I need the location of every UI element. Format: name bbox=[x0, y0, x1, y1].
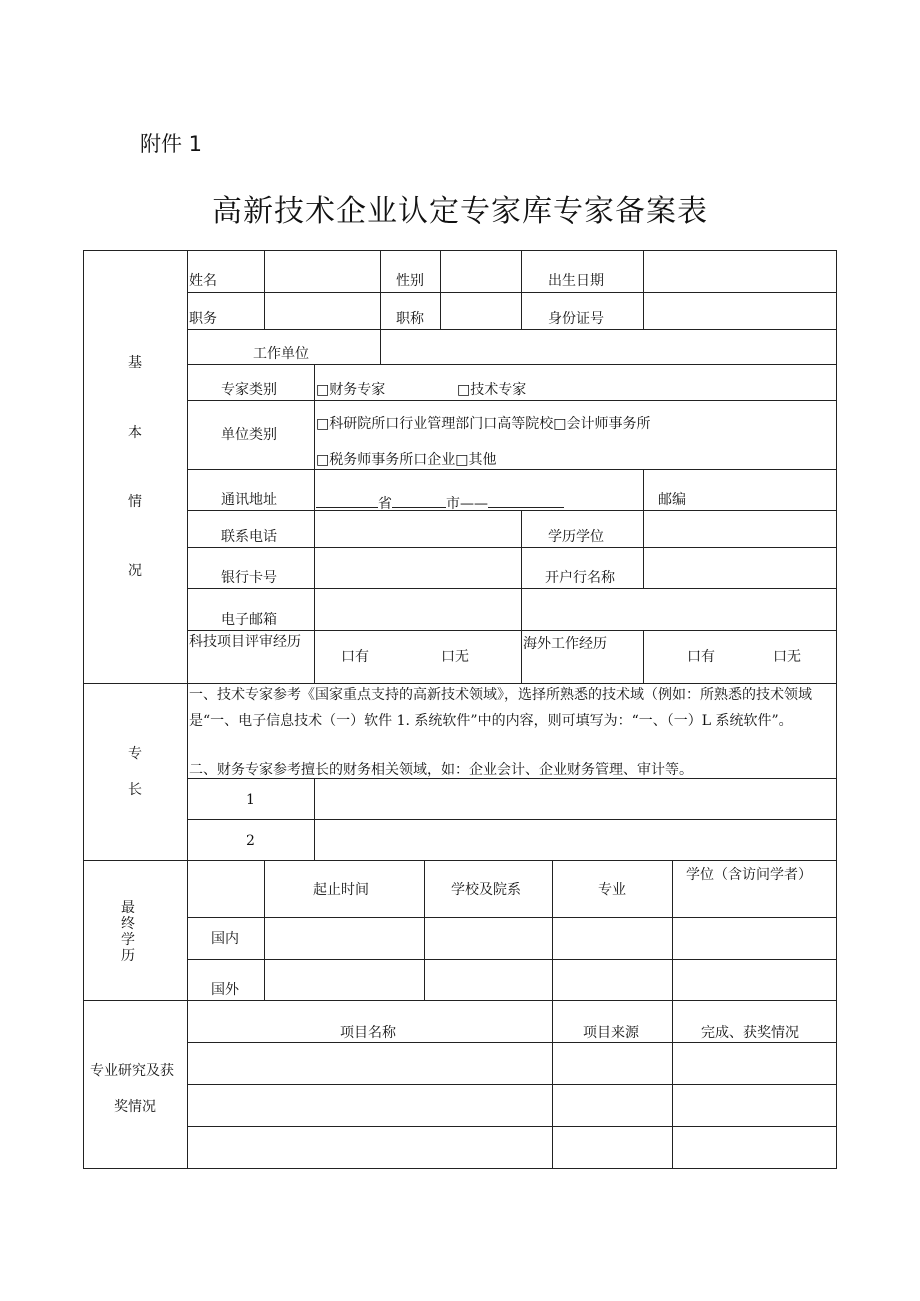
research-row-fields[interactable] bbox=[189, 1128, 833, 1166]
education-header-school: 学校及院系 bbox=[451, 882, 521, 898]
col-line bbox=[643, 469, 644, 588]
row-line bbox=[187, 1042, 837, 1043]
employer-label: 工作单位 bbox=[253, 346, 309, 362]
overseas-exp-no-checkbox[interactable]: 口无 bbox=[773, 649, 801, 665]
education-row-overseas: 国外 bbox=[211, 982, 239, 998]
gender-field[interactable] bbox=[442, 252, 519, 290]
section-label-basic: 本 bbox=[128, 425, 142, 441]
overseas-exp-label: 海外工作经历 bbox=[523, 636, 607, 652]
table-border-bottom bbox=[83, 1168, 837, 1169]
row-line bbox=[187, 400, 837, 401]
title-label: 职称 bbox=[396, 311, 424, 327]
section-label-specialty: 专 bbox=[128, 746, 142, 762]
degree-field[interactable] bbox=[645, 512, 833, 545]
postcode-label: 邮编 bbox=[658, 492, 686, 508]
education-header-period: 起止时间 bbox=[313, 882, 369, 898]
birth-label: 出生日期 bbox=[548, 273, 604, 289]
position-field[interactable] bbox=[266, 294, 378, 327]
specialty-row-number: 1 bbox=[246, 792, 255, 808]
bank-name-field[interactable] bbox=[645, 549, 833, 586]
section-label-basic: 况 bbox=[128, 563, 142, 579]
section-label-education: 最 bbox=[121, 900, 135, 916]
col-line bbox=[314, 364, 315, 683]
gender-label: 性别 bbox=[396, 273, 424, 289]
row-line bbox=[187, 1084, 837, 1085]
section-label-basic: 基 bbox=[128, 355, 142, 371]
overseas-exp-yes-checkbox[interactable]: 口有 bbox=[687, 649, 715, 665]
col-line bbox=[264, 860, 265, 1000]
education-domestic-fields[interactable] bbox=[266, 919, 833, 957]
unit-type-label: 单位类别 bbox=[221, 427, 277, 443]
bank-card-label: 银行卡号 bbox=[221, 570, 277, 586]
table-border-right bbox=[836, 250, 837, 1168]
name-field[interactable] bbox=[266, 252, 378, 290]
row-line bbox=[187, 1126, 837, 1127]
unit-type-options-line1[interactable]: □科研院所口行业管理部门口高等院校□会计师事务所 bbox=[316, 416, 651, 432]
review-exp-yes-checkbox[interactable]: 口有 bbox=[341, 649, 369, 665]
row-line bbox=[187, 547, 837, 548]
bank-name-label: 开户行名称 bbox=[545, 570, 615, 586]
education-row-domestic: 国内 bbox=[211, 931, 239, 947]
col-line bbox=[643, 250, 644, 329]
email-label: 电子邮箱 bbox=[221, 612, 277, 628]
city-text: 市—— bbox=[446, 496, 488, 512]
section-label-education: 终 bbox=[121, 916, 135, 932]
specialty-field-1[interactable] bbox=[316, 780, 833, 817]
degree-label: 学历学位 bbox=[548, 529, 604, 545]
col-line bbox=[643, 630, 644, 683]
row-line bbox=[187, 778, 837, 779]
birth-field[interactable] bbox=[645, 252, 833, 290]
section-label-education: 学 bbox=[121, 932, 135, 948]
section-divider bbox=[83, 1000, 837, 1001]
col-line bbox=[264, 250, 265, 329]
research-header-source: 项目来源 bbox=[583, 1025, 639, 1041]
unit-type-options-line2[interactable]: □税务师事务所口企业□其他 bbox=[316, 452, 497, 468]
row-line bbox=[187, 630, 837, 631]
review-exp-label: 科技项目评审经历 bbox=[189, 634, 301, 650]
col-line bbox=[440, 250, 441, 329]
province-text: 省 bbox=[378, 496, 392, 512]
name-label: 姓名 bbox=[189, 273, 217, 289]
education-header-degree: 学位（含访问学者） bbox=[686, 867, 812, 883]
section-divider bbox=[83, 860, 837, 861]
phone-field[interactable] bbox=[316, 512, 519, 545]
section-label-research: 专业研究及获 bbox=[90, 1063, 174, 1079]
education-overseas-fields[interactable] bbox=[266, 961, 833, 998]
row-line bbox=[187, 364, 837, 365]
row-line bbox=[187, 819, 837, 820]
row-line bbox=[187, 959, 837, 960]
label-column-divider bbox=[187, 250, 188, 1168]
district-blank[interactable] bbox=[488, 492, 564, 508]
id-label: 身份证号 bbox=[548, 311, 604, 327]
specialty-instructions-finance: 二、财务专家参考擅长的财务相关领域，如：企业会计、企业财务管理、审计等。 bbox=[189, 762, 693, 778]
section-label-basic: 情 bbox=[128, 494, 142, 510]
col-line bbox=[521, 250, 522, 329]
col-line bbox=[380, 250, 381, 364]
research-header-project: 项目名称 bbox=[340, 1025, 396, 1041]
province-blank[interactable] bbox=[316, 492, 378, 508]
col-line bbox=[314, 778, 315, 860]
research-row-fields[interactable] bbox=[189, 1044, 833, 1082]
section-label-specialty: 长 bbox=[128, 782, 142, 798]
row-line bbox=[187, 292, 837, 293]
expert-type-finance-checkbox[interactable]: □财务专家 bbox=[316, 382, 386, 398]
specialty-row-number: 2 bbox=[246, 833, 255, 849]
expert-registration-form bbox=[83, 250, 837, 1168]
table-border-top bbox=[83, 250, 837, 251]
specialty-instructions-tech: 一、技术专家参考《国家重点支持的高新技术领域》，选择所熟悉的技术域（例如：所熟悉的技术领域是“一、电子信息技术（一）软件 1. 系统软件”中的内容，则可填写为：“一、（一）L 系统软件”。 bbox=[189, 687, 812, 729]
row-line bbox=[187, 588, 837, 589]
address-label: 通讯地址 bbox=[221, 492, 277, 508]
section-label-education: 历 bbox=[121, 948, 135, 964]
expert-type-tech-checkbox[interactable]: □技术专家 bbox=[457, 382, 527, 398]
phone-label: 联系电话 bbox=[221, 529, 277, 545]
address-field[interactable] bbox=[316, 492, 564, 512]
city-blank[interactable] bbox=[392, 492, 446, 508]
research-row-fields[interactable] bbox=[189, 1086, 833, 1124]
row-line bbox=[187, 329, 837, 330]
email-field[interactable] bbox=[316, 590, 833, 628]
expert-type-label: 专家类别 bbox=[221, 382, 277, 398]
section-label-research: 奖情况 bbox=[114, 1099, 156, 1115]
row-line bbox=[187, 469, 837, 470]
bank-card-field[interactable] bbox=[316, 549, 519, 586]
page-title: 高新技术企业认定专家库专家备案表 bbox=[212, 194, 708, 229]
attachment-label: 附件 1 bbox=[140, 132, 203, 156]
position-label: 职务 bbox=[189, 311, 217, 327]
specialty-field-2[interactable] bbox=[316, 821, 833, 858]
education-header-major: 专业 bbox=[598, 882, 626, 898]
research-header-result: 完成、获奖情况 bbox=[701, 1025, 799, 1041]
review-exp-no-checkbox[interactable]: 口无 bbox=[441, 649, 469, 665]
title-field[interactable] bbox=[442, 294, 519, 327]
table-border-left bbox=[83, 250, 84, 1168]
employer-field[interactable] bbox=[382, 331, 833, 362]
row-line bbox=[187, 917, 837, 918]
id-field[interactable] bbox=[645, 294, 833, 327]
